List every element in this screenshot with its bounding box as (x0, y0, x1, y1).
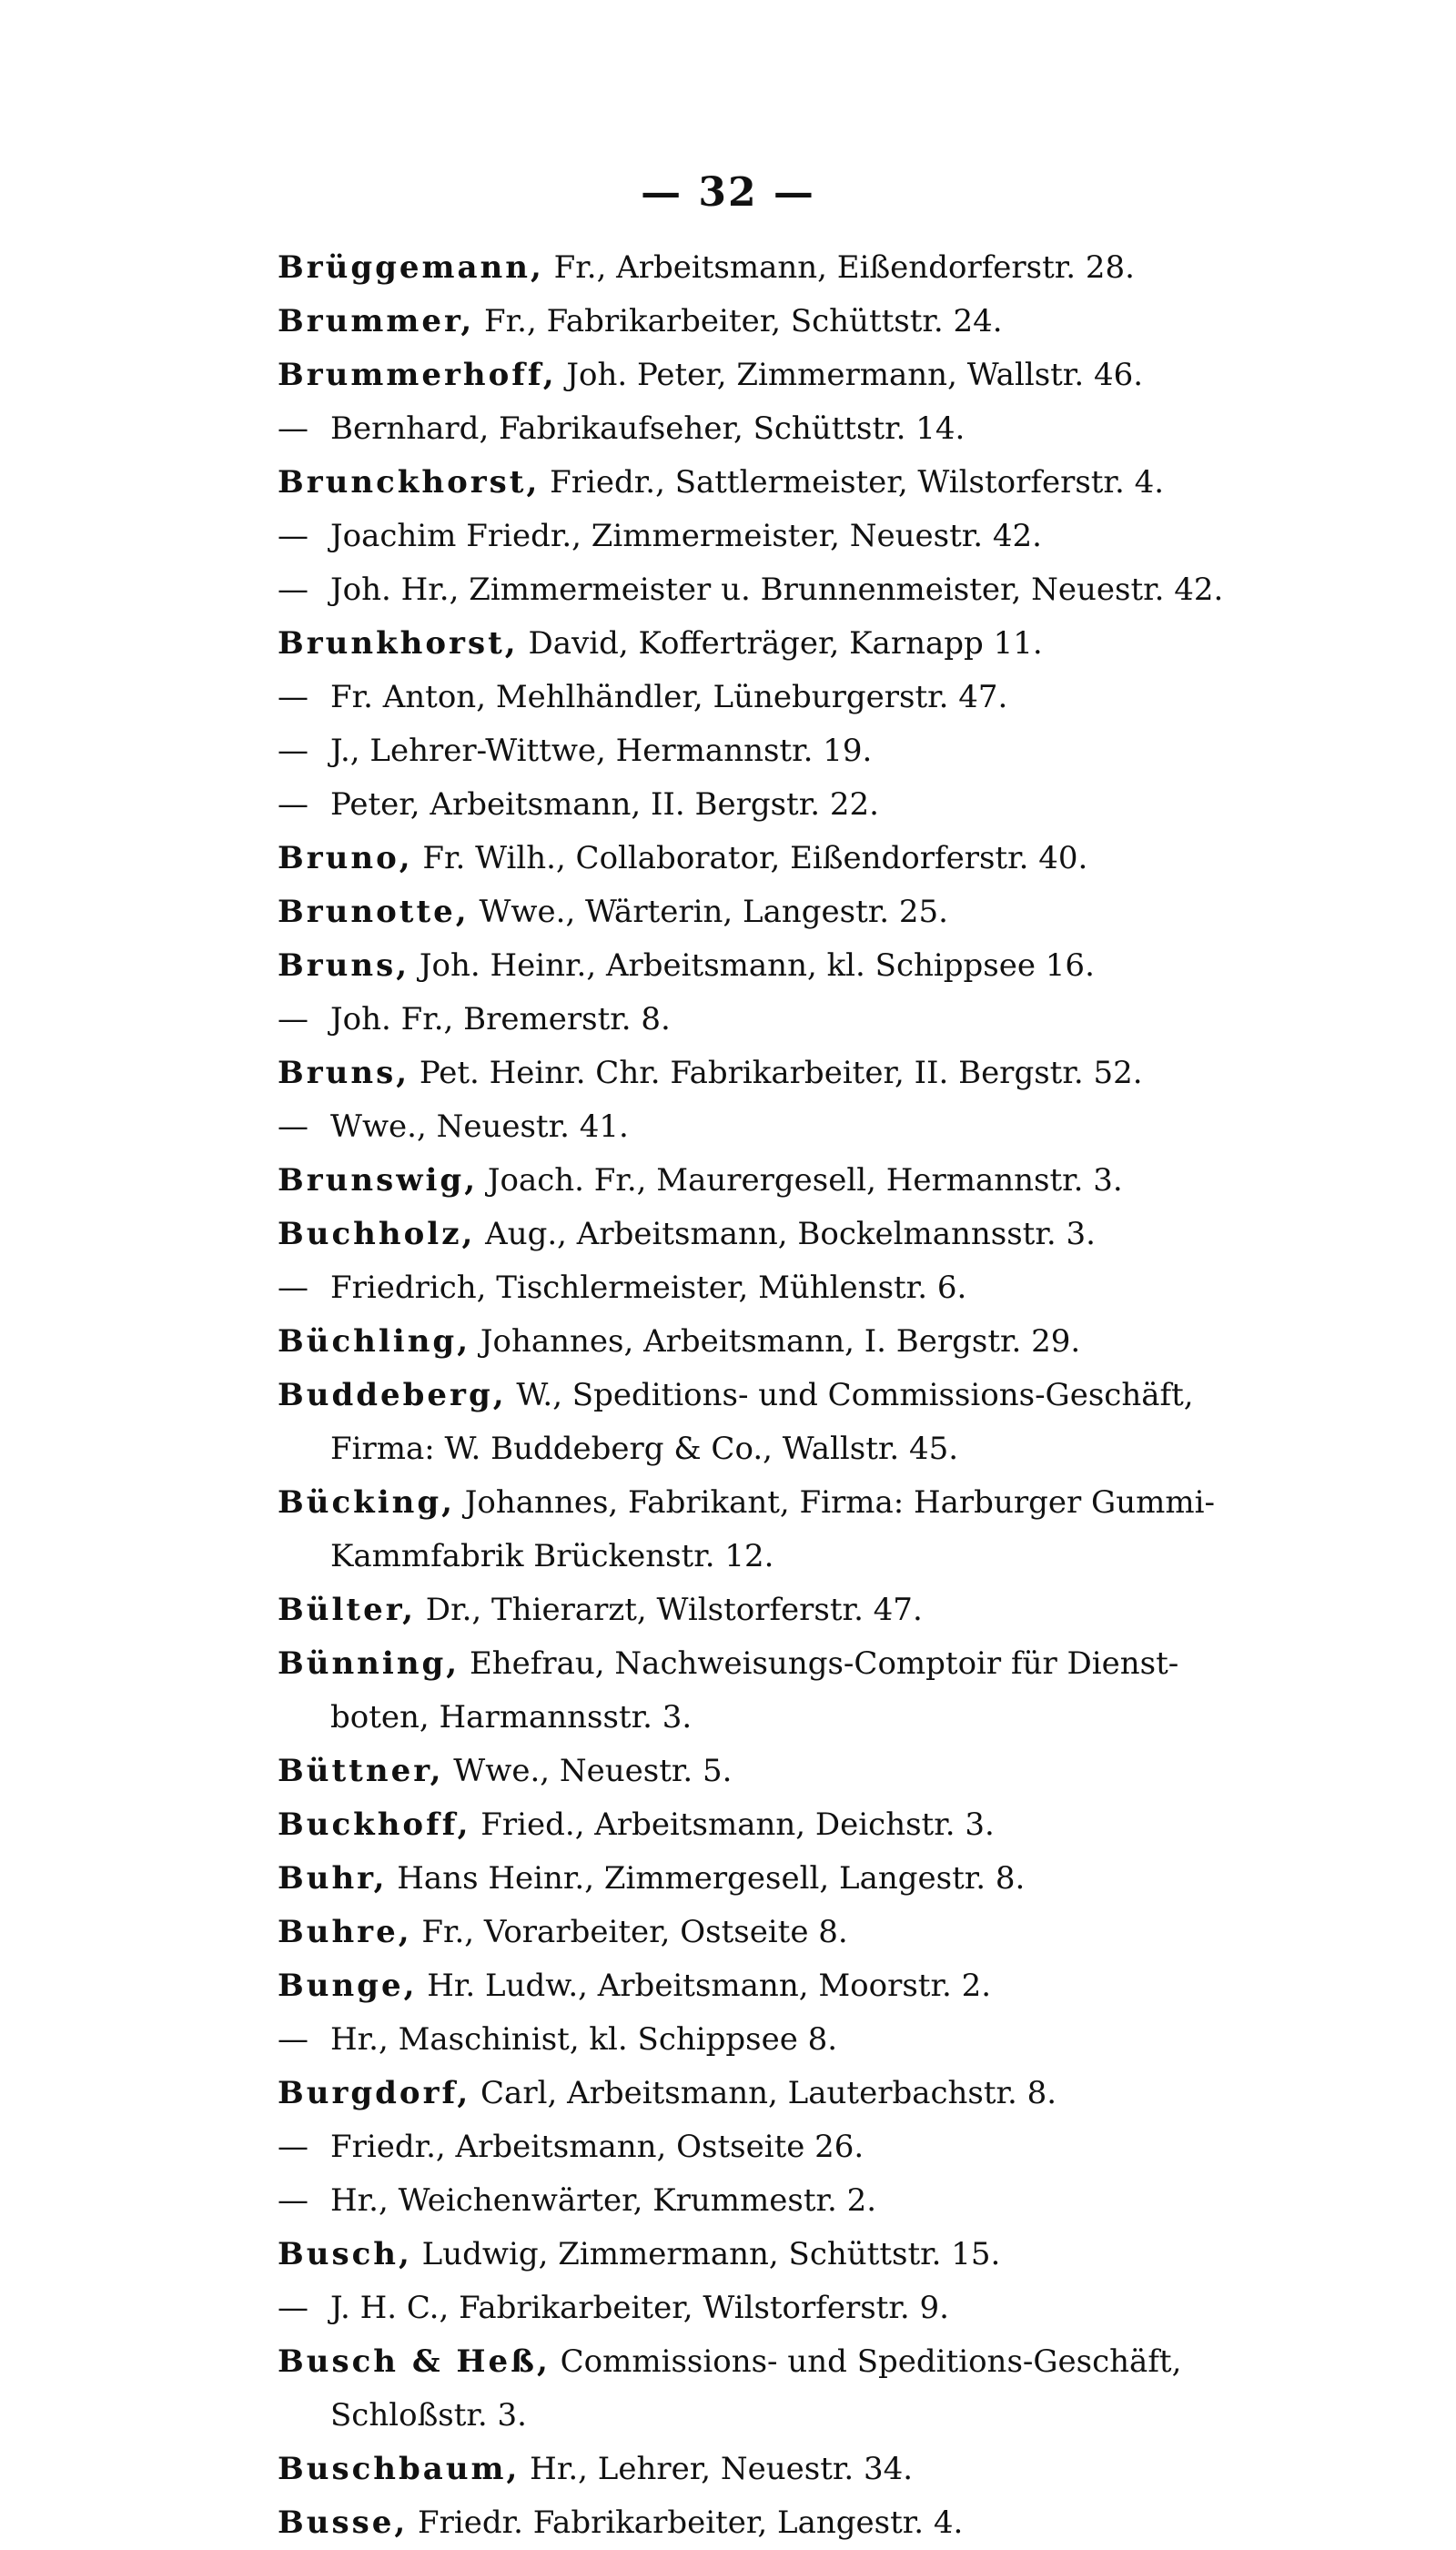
entry-details: Peter, Arbeitsmann, II. Bergstr. 22. (330, 786, 879, 823)
repeat-dash: — (278, 786, 308, 823)
entry-details: Wwe., Neuestr. 5. (443, 1753, 733, 1789)
directory-entry (278, 1530, 1397, 1584)
entry-details: Friedr., Arbeitsmann, Ostseite 26. (330, 2129, 864, 2165)
directory-entry (278, 456, 1397, 510)
directory-entry (278, 1691, 1397, 1745)
entry-surname: Brunkhorst, (278, 625, 519, 662)
repeat-dash: — (278, 2182, 308, 2219)
directory-entry (278, 1798, 1397, 1852)
entry-details: Joach. Fr., Maurergesell, Hermannstr. 3. (478, 1162, 1123, 1199)
directory-entry (278, 724, 1397, 778)
repeat-dash: — (278, 410, 308, 447)
address-entries-list (278, 241, 1397, 2550)
entry-details: Hr., Maschinist, kl. Schippsee 8. (330, 2021, 838, 2058)
directory-entry (278, 1959, 1397, 2013)
entry-surname: Buckhoff, (278, 1806, 471, 1843)
entry-details: W., Speditions- und Commissions-Geschäft, (506, 1377, 1194, 1413)
directory-entry (278, 1369, 1397, 1422)
entry-surname: Busse, (278, 2504, 409, 2541)
entry-surname: Brüggemann, (278, 249, 544, 286)
entry-continuation: Firma: W. Buddeberg & Co., Wallstr. 45. (330, 1431, 959, 1467)
directory-entry (278, 563, 1397, 617)
entry-surname: Bruno, (278, 840, 413, 876)
directory-entry (278, 1584, 1397, 1637)
entry-surname: Busch, (278, 2236, 412, 2272)
entry-details: Fr. Wilh., Collaborator, Eißendorferstr. 40. (412, 840, 1088, 876)
entry-details: Wwe., Wärterin, Langestr. 25. (469, 894, 948, 930)
entry-surname: Burgdorf, (278, 2075, 471, 2111)
entry-surname: Brummerhoff, (278, 357, 557, 393)
entry-continuation: Schloßstr. 3. (330, 2397, 527, 2434)
entry-details: Friedrich, Tischlermeister, Mühlenstr. 6. (330, 1270, 967, 1306)
entry-details: Hr., Lehrer, Neuestr. 34. (520, 2451, 914, 2487)
directory-entry (278, 241, 1397, 295)
directory-entry (278, 1745, 1397, 1798)
entry-surname: Bünning, (278, 1645, 460, 1682)
entry-details: Joh. Peter, Zimmermann, Wallstr. 46. (556, 357, 1144, 393)
entry-surname: Bunge, (278, 1968, 418, 2004)
directory-entry (278, 1261, 1397, 1315)
entry-surname: Busch & Heß, (278, 2343, 551, 2380)
entry-details: Friedr., Sattlermeister, Wilstorferstr. 4. (540, 464, 1165, 501)
entry-details: Fr., Vorarbeiter, Ostseite 8. (411, 1914, 848, 1950)
entry-details: Joh. Heinr., Arbeitsmann, kl. Schippsee 16. (410, 947, 1095, 984)
entry-details: J., Lehrer-Wittwe, Hermannstr. 19. (330, 733, 873, 769)
entry-surname: Bruns, (278, 947, 410, 984)
directory-entry (278, 1154, 1397, 1208)
entry-details: Carl, Arbeitsmann, Lauterbachstr. 8. (470, 2075, 1057, 2111)
entry-details: Fr., Arbeitsmann, Eißendorferstr. 28. (543, 249, 1135, 286)
entry-details: Joh. Fr., Bremerstr. 8. (330, 1001, 671, 1037)
entry-details: Commissions- und Speditions-Geschäft, (550, 2343, 1182, 2380)
entry-details: Johannes, Fabrikant, Firma: Harburger Gummi- (454, 1484, 1215, 1521)
directory-entry (278, 885, 1397, 939)
directory-entry (278, 1476, 1397, 1530)
entry-details: Fr., Fabrikarbeiter, Schüttstr. 24. (474, 303, 1003, 339)
entry-details: Bernhard, Fabrikaufseher, Schüttstr. 14. (330, 410, 966, 447)
entry-details: Fried., Arbeitsmann, Deichstr. 3. (470, 1806, 995, 1843)
repeat-dash: — (278, 1108, 308, 1145)
repeat-dash: — (278, 1270, 308, 1306)
directory-entry (278, 2389, 1397, 2443)
entry-details: Hans Heinr., Zimmergesell, Langestr. 8. (387, 1860, 1026, 1897)
entry-surname: Bülter, (278, 1592, 416, 1628)
entry-details: Pet. Heinr. Chr. Fabrikarbeiter, II. Bergstr. 52. (410, 1055, 1143, 1091)
directory-entry (278, 2228, 1397, 2282)
repeat-dash: — (278, 2129, 308, 2165)
entry-details: Ludwig, Zimmermann, Schüttstr. 15. (411, 2236, 1001, 2272)
directory-entry (278, 1208, 1397, 1261)
directory-entry (278, 2120, 1397, 2174)
directory-entry (278, 993, 1397, 1047)
entry-details: J. H. C., Fabrikarbeiter, Wilstorferstr. 9. (330, 2290, 949, 2326)
entry-surname: Buhr, (278, 1860, 388, 1897)
entry-surname: Brunckhorst, (278, 464, 541, 501)
repeat-dash: — (278, 1001, 308, 1037)
entry-details: Hr. Ludw., Arbeitsmann, Moorstr. 2. (417, 1968, 992, 2004)
directory-entry (278, 349, 1397, 402)
directory-entry (278, 832, 1397, 885)
repeat-dash: — (278, 572, 308, 608)
entry-details: Dr., Thierarzt, Wilstorferstr. 47. (416, 1592, 923, 1628)
directory-entry (278, 1315, 1397, 1369)
entry-details: Hr., Weichenwärter, Krummestr. 2. (330, 2182, 877, 2219)
directory-entry (278, 1852, 1397, 1906)
directory-entry (278, 2067, 1397, 2120)
directory-entry (278, 2335, 1397, 2389)
entry-surname: Buchholz, (278, 1216, 476, 1252)
directory-entry (278, 778, 1397, 832)
page-number: — 32 — (641, 169, 815, 216)
repeat-dash: — (278, 2021, 308, 2058)
directory-entry (278, 617, 1397, 671)
entry-surname: Brummer, (278, 303, 475, 339)
entry-details: Ehefrau, Nachweisungs-Comptoir für Dienst- (460, 1645, 1179, 1682)
entry-details: Joh. Hr., Zimmermeister u. Brunnenmeister, Neuestr. 42. (330, 572, 1224, 608)
entry-details: Johannes, Arbeitsmann, I. Bergstr. 29. (470, 1323, 1081, 1360)
entry-surname: Büttner, (278, 1753, 444, 1789)
entry-details: Fr. Anton, Mehlhändler, Lüneburgerstr. 47. (330, 679, 1008, 715)
directory-entry (278, 402, 1397, 456)
entry-surname: Bücking, (278, 1484, 455, 1521)
directory-entry (278, 2282, 1397, 2335)
directory-entry (278, 295, 1397, 349)
directory-entry (278, 671, 1397, 724)
entry-continuation: boten, Harmannsstr. 3. (330, 1699, 693, 1735)
entry-details: David, Kofferträger, Karnapp 11. (518, 625, 1043, 662)
directory-entry (278, 1422, 1397, 1476)
entry-surname: Brunswig, (278, 1162, 479, 1199)
entry-continuation: Kammfabrik Brückenstr. 12. (330, 1538, 774, 1574)
entry-surname: Büchling, (278, 1323, 471, 1360)
entry-surname: Buschbaum, (278, 2451, 521, 2487)
entry-surname: Buhre, (278, 1914, 412, 1950)
directory-entry (278, 1637, 1397, 1691)
directory-entry (278, 2496, 1397, 2550)
repeat-dash: — (278, 733, 308, 769)
directory-entry (278, 510, 1397, 563)
directory-entry (278, 939, 1397, 993)
directory-entry (278, 2013, 1397, 2067)
entry-surname: Bruns, (278, 1055, 410, 1091)
entry-details: Friedr. Fabrikarbeiter, Langestr. 4. (408, 2504, 964, 2541)
directory-entry (278, 1100, 1397, 1154)
entry-details: Joachim Friedr., Zimmermeister, Neuestr. 42. (330, 518, 1042, 554)
directory-entry (278, 2174, 1397, 2228)
entry-details: Wwe., Neuestr. 41. (330, 1108, 629, 1145)
entry-surname: Buddeberg, (278, 1377, 507, 1413)
directory-entry (278, 1047, 1397, 1100)
entry-details: Aug., Arbeitsmann, Bockelmannsstr. 3. (475, 1216, 1096, 1252)
directory-entry (278, 2443, 1397, 2496)
repeat-dash: — (278, 518, 308, 554)
entry-surname: Brunotte, (278, 894, 470, 930)
repeat-dash: — (278, 2290, 308, 2326)
repeat-dash: — (278, 679, 308, 715)
directory-entry (278, 1906, 1397, 1959)
